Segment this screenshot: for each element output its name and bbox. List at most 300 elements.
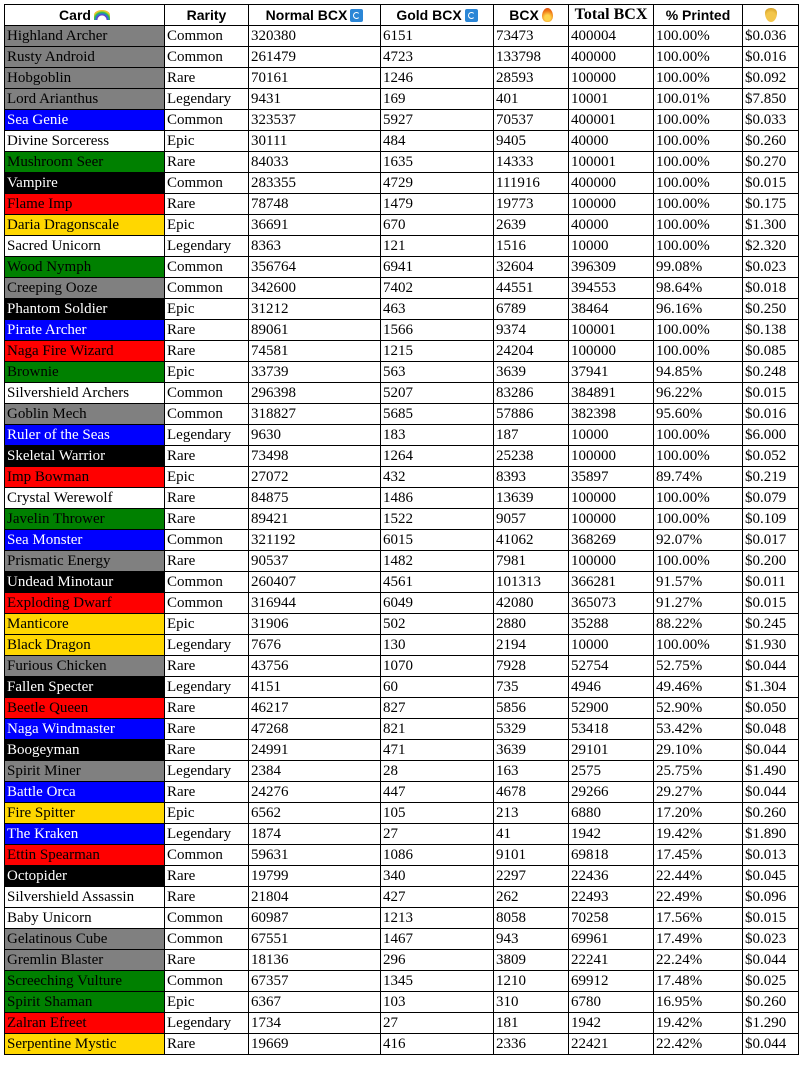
cell-pct-printed: 100.00% [654, 131, 743, 152]
cell-card: Battle Orca [5, 782, 165, 803]
cell-total-bcx: 10000 [569, 635, 654, 656]
cell-pct-printed: 16.95% [654, 992, 743, 1013]
cell-gold-bcx: 1215 [381, 341, 494, 362]
cell-total-bcx: 40000 [569, 215, 654, 236]
cell-rarity: Legendary [165, 761, 249, 782]
cell-gold-bcx: 27 [381, 1013, 494, 1034]
cell-price: $1.300 [743, 215, 799, 236]
cell-price: $0.245 [743, 614, 799, 635]
table-row [5, 761, 799, 782]
cell-bcx: 2194 [494, 635, 569, 656]
cell-bcx: 8058 [494, 908, 569, 929]
cell-rarity: Legendary [165, 236, 249, 257]
cell-card: Gremlin Blaster [5, 950, 165, 971]
cell-price: $0.045 [743, 866, 799, 887]
table-row [5, 110, 799, 131]
cell-pct-printed: 100.00% [654, 425, 743, 446]
cell-pct-printed: 19.42% [654, 824, 743, 845]
cell-bcx: 3639 [494, 362, 569, 383]
cell-price: $0.096 [743, 887, 799, 908]
refresh-icon [465, 9, 478, 22]
cell-normal-bcx: 59631 [249, 845, 381, 866]
cell-normal-bcx: 24991 [249, 740, 381, 761]
table-row [5, 698, 799, 719]
cell-gold-bcx: 130 [381, 635, 494, 656]
cell-rarity: Epic [165, 299, 249, 320]
cell-card: Black Dragon [5, 635, 165, 656]
cell-bcx: 25238 [494, 446, 569, 467]
cell-rarity: Rare [165, 446, 249, 467]
cell-normal-bcx: 33739 [249, 362, 381, 383]
cell-card: Creeping Ooze [5, 278, 165, 299]
cell-card: Spirit Miner [5, 761, 165, 782]
cell-card: Wood Nymph [5, 257, 165, 278]
cell-pct-printed: 100.00% [654, 68, 743, 89]
cell-total-bcx: 382398 [569, 404, 654, 425]
cell-card: Baby Unicorn [5, 908, 165, 929]
cell-gold-bcx: 432 [381, 467, 494, 488]
cell-rarity: Common [165, 383, 249, 404]
cell-normal-bcx: 36691 [249, 215, 381, 236]
cell-gold-bcx: 821 [381, 719, 494, 740]
table-row [5, 593, 799, 614]
cell-card: Beetle Queen [5, 698, 165, 719]
cell-price: $0.036 [743, 26, 799, 47]
header-price[interactable] [743, 5, 799, 26]
cell-card: Highland Archer [5, 26, 165, 47]
table-row [5, 425, 799, 446]
cell-gold-bcx: 6941 [381, 257, 494, 278]
cell-price: $1.890 [743, 824, 799, 845]
cell-gold-bcx: 1264 [381, 446, 494, 467]
cell-pct-printed: 98.64% [654, 278, 743, 299]
cell-bcx: 7928 [494, 656, 569, 677]
table-row [5, 131, 799, 152]
cell-pct-printed: 25.75% [654, 761, 743, 782]
cell-price: $0.175 [743, 194, 799, 215]
table-row [5, 467, 799, 488]
cell-rarity: Legendary [165, 425, 249, 446]
cell-card: Octopider [5, 866, 165, 887]
cell-normal-bcx: 31212 [249, 299, 381, 320]
cell-card: Exploding Dwarf [5, 593, 165, 614]
table-row [5, 866, 799, 887]
cell-pct-printed: 100.01% [654, 89, 743, 110]
cell-rarity: Epic [165, 803, 249, 824]
cell-pct-printed: 96.16% [654, 299, 743, 320]
cell-normal-bcx: 323537 [249, 110, 381, 131]
cell-total-bcx: 400000 [569, 173, 654, 194]
table-row [5, 341, 799, 362]
cell-card: Gelatinous Cube [5, 929, 165, 950]
table-row [5, 26, 799, 47]
cell-bcx: 13639 [494, 488, 569, 509]
cell-gold-bcx: 1566 [381, 320, 494, 341]
cell-pct-printed: 53.42% [654, 719, 743, 740]
cell-card: Mushroom Seer [5, 152, 165, 173]
cell-bcx: 4678 [494, 782, 569, 803]
cell-normal-bcx: 67551 [249, 929, 381, 950]
cell-normal-bcx: 318827 [249, 404, 381, 425]
cell-price: $0.050 [743, 698, 799, 719]
flame-icon [542, 8, 553, 22]
header-pct-printed-label: % Printed [665, 7, 731, 23]
cell-card: Screeching Vulture [5, 971, 165, 992]
cell-bcx: 2880 [494, 614, 569, 635]
cell-total-bcx: 10000 [569, 236, 654, 257]
cell-gold-bcx: 1479 [381, 194, 494, 215]
header-pct-printed[interactable] [654, 5, 743, 26]
cell-pct-printed: 100.00% [654, 152, 743, 173]
table-row [5, 656, 799, 677]
cell-gold-bcx: 1070 [381, 656, 494, 677]
cell-rarity: Rare [165, 782, 249, 803]
table-row [5, 173, 799, 194]
cell-card: Javelin Thrower [5, 509, 165, 530]
cell-gold-bcx: 4561 [381, 572, 494, 593]
cell-pct-printed: 100.00% [654, 488, 743, 509]
cell-bcx: 310 [494, 992, 569, 1013]
cell-card: Manticore [5, 614, 165, 635]
cell-gold-bcx: 1213 [381, 908, 494, 929]
cell-price: $0.033 [743, 110, 799, 131]
cell-total-bcx: 10000 [569, 425, 654, 446]
cell-pct-printed: 96.22% [654, 383, 743, 404]
cell-gold-bcx: 1467 [381, 929, 494, 950]
cell-price: $1.304 [743, 677, 799, 698]
table-row [5, 89, 799, 110]
cell-total-bcx: 100000 [569, 68, 654, 89]
cell-price: $6.000 [743, 425, 799, 446]
table-row [5, 929, 799, 950]
cell-price: $0.017 [743, 530, 799, 551]
cell-normal-bcx: 19799 [249, 866, 381, 887]
cell-card: Fallen Specter [5, 677, 165, 698]
cell-pct-printed: 29.10% [654, 740, 743, 761]
cell-pct-printed: 29.27% [654, 782, 743, 803]
cell-rarity: Rare [165, 698, 249, 719]
cell-total-bcx: 69818 [569, 845, 654, 866]
cell-price: $0.044 [743, 740, 799, 761]
header-rarity[interactable] [165, 5, 249, 26]
cell-rarity: Epic [165, 131, 249, 152]
cell-bcx: 24204 [494, 341, 569, 362]
table-row [5, 257, 799, 278]
cell-normal-bcx: 30111 [249, 131, 381, 152]
cell-rarity: Common [165, 845, 249, 866]
cell-card: Fire Spitter [5, 803, 165, 824]
table-row [5, 47, 799, 68]
cell-pct-printed: 95.60% [654, 404, 743, 425]
cell-gold-bcx: 4729 [381, 173, 494, 194]
cell-bcx: 41062 [494, 530, 569, 551]
header-normal-bcx[interactable] [249, 5, 381, 26]
cell-gold-bcx: 6015 [381, 530, 494, 551]
cell-gold-bcx: 5927 [381, 110, 494, 131]
cell-price: $0.015 [743, 593, 799, 614]
cell-pct-printed: 19.42% [654, 1013, 743, 1034]
cell-bcx: 5329 [494, 719, 569, 740]
cell-pct-printed: 100.00% [654, 551, 743, 572]
cell-bcx: 41 [494, 824, 569, 845]
table-row [5, 215, 799, 236]
cell-normal-bcx: 43756 [249, 656, 381, 677]
cell-bcx: 32604 [494, 257, 569, 278]
header-row [5, 5, 799, 26]
table-row [5, 530, 799, 551]
cell-price: $0.015 [743, 173, 799, 194]
cell-price: $0.016 [743, 47, 799, 68]
cell-pct-printed: 17.56% [654, 908, 743, 929]
cell-card: Lord Arianthus [5, 89, 165, 110]
cell-bcx: 83286 [494, 383, 569, 404]
cell-pct-printed: 17.20% [654, 803, 743, 824]
table-row [5, 1013, 799, 1034]
cell-gold-bcx: 427 [381, 887, 494, 908]
cell-normal-bcx: 320380 [249, 26, 381, 47]
header-bcx[interactable] [494, 5, 569, 26]
cell-total-bcx: 22493 [569, 887, 654, 908]
cell-pct-printed: 17.48% [654, 971, 743, 992]
cell-rarity: Common [165, 110, 249, 131]
cell-rarity: Rare [165, 341, 249, 362]
cell-price: $0.044 [743, 1034, 799, 1055]
cell-normal-bcx: 89061 [249, 320, 381, 341]
cell-pct-printed: 94.85% [654, 362, 743, 383]
cell-pct-printed: 91.57% [654, 572, 743, 593]
cell-price: $0.044 [743, 782, 799, 803]
cell-rarity: Epic [165, 992, 249, 1013]
cell-bcx: 111916 [494, 173, 569, 194]
cell-bcx: 9374 [494, 320, 569, 341]
cell-card: Sea Monster [5, 530, 165, 551]
cell-normal-bcx: 74581 [249, 341, 381, 362]
cell-bcx: 943 [494, 929, 569, 950]
cell-rarity: Legendary [165, 635, 249, 656]
cell-rarity: Rare [165, 509, 249, 530]
cell-pct-printed: 22.24% [654, 950, 743, 971]
cell-total-bcx: 100000 [569, 446, 654, 467]
cell-bcx: 401 [494, 89, 569, 110]
cell-normal-bcx: 6367 [249, 992, 381, 1013]
cell-pct-printed: 17.49% [654, 929, 743, 950]
cell-rarity: Legendary [165, 824, 249, 845]
cell-gold-bcx: 1482 [381, 551, 494, 572]
cell-bcx: 3639 [494, 740, 569, 761]
cell-total-bcx: 70258 [569, 908, 654, 929]
cell-price: $0.044 [743, 656, 799, 677]
cell-normal-bcx: 2384 [249, 761, 381, 782]
table-row [5, 509, 799, 530]
cell-rarity: Rare [165, 866, 249, 887]
cell-normal-bcx: 356764 [249, 257, 381, 278]
cell-card: Daria Dragonscale [5, 215, 165, 236]
table-row [5, 383, 799, 404]
cell-bcx: 9101 [494, 845, 569, 866]
cell-rarity: Rare [165, 656, 249, 677]
cell-gold-bcx: 60 [381, 677, 494, 698]
cell-rarity: Legendary [165, 1013, 249, 1034]
cell-pct-printed: 100.00% [654, 110, 743, 131]
table-row [5, 992, 799, 1013]
cell-price: $0.085 [743, 341, 799, 362]
cell-normal-bcx: 6562 [249, 803, 381, 824]
table-row [5, 614, 799, 635]
cell-total-bcx: 22436 [569, 866, 654, 887]
cell-card: Serpentine Mystic [5, 1034, 165, 1055]
cell-total-bcx: 1942 [569, 1013, 654, 1034]
cell-pct-printed: 100.00% [654, 320, 743, 341]
table-row [5, 782, 799, 803]
header-card[interactable] [5, 5, 165, 26]
cell-normal-bcx: 18136 [249, 950, 381, 971]
cell-price: $7.850 [743, 89, 799, 110]
cell-rarity: Common [165, 173, 249, 194]
refresh-icon [350, 9, 363, 22]
cell-card: Furious Chicken [5, 656, 165, 677]
cell-price: $2.320 [743, 236, 799, 257]
cell-bcx: 262 [494, 887, 569, 908]
header-rarity-label: Rarity [186, 7, 227, 23]
cell-total-bcx: 100000 [569, 509, 654, 530]
cell-rarity: Rare [165, 152, 249, 173]
cell-bcx: 42080 [494, 593, 569, 614]
table-row [5, 908, 799, 929]
cell-normal-bcx: 78748 [249, 194, 381, 215]
cell-total-bcx: 22241 [569, 950, 654, 971]
cell-total-bcx: 1942 [569, 824, 654, 845]
cell-bcx: 187 [494, 425, 569, 446]
cell-rarity: Epic [165, 614, 249, 635]
header-gold-bcx[interactable] [381, 5, 494, 26]
cell-normal-bcx: 70161 [249, 68, 381, 89]
cell-normal-bcx: 316944 [249, 593, 381, 614]
cell-bcx: 2297 [494, 866, 569, 887]
header-card-label: Card [59, 7, 91, 23]
table-row [5, 1034, 799, 1055]
cell-rarity: Rare [165, 194, 249, 215]
cell-total-bcx: 396309 [569, 257, 654, 278]
table-row [5, 152, 799, 173]
cell-gold-bcx: 296 [381, 950, 494, 971]
cell-gold-bcx: 1086 [381, 845, 494, 866]
cell-total-bcx: 2575 [569, 761, 654, 782]
cell-pct-printed: 88.22% [654, 614, 743, 635]
cell-rarity: Rare [165, 740, 249, 761]
cell-total-bcx: 394553 [569, 278, 654, 299]
cell-pct-printed: 100.00% [654, 215, 743, 236]
cell-normal-bcx: 4151 [249, 677, 381, 698]
cell-pct-printed: 49.46% [654, 677, 743, 698]
cell-gold-bcx: 28 [381, 761, 494, 782]
cell-normal-bcx: 7676 [249, 635, 381, 656]
cell-gold-bcx: 1486 [381, 488, 494, 509]
cell-card: Naga Windmaster [5, 719, 165, 740]
cell-card: Skeletal Warrior [5, 446, 165, 467]
cell-total-bcx: 100000 [569, 488, 654, 509]
card-table [4, 4, 799, 1055]
cell-rarity: Epic [165, 362, 249, 383]
cell-card: Zalran Efreet [5, 1013, 165, 1034]
cell-price: $0.109 [743, 509, 799, 530]
cell-pct-printed: 100.00% [654, 26, 743, 47]
cell-total-bcx: 400001 [569, 110, 654, 131]
cell-gold-bcx: 103 [381, 992, 494, 1013]
cell-price: $0.023 [743, 257, 799, 278]
cell-pct-printed: 89.74% [654, 467, 743, 488]
cell-total-bcx: 52754 [569, 656, 654, 677]
cell-rarity: Common [165, 278, 249, 299]
cell-price: $0.044 [743, 950, 799, 971]
table-row [5, 824, 799, 845]
table-row [5, 635, 799, 656]
cell-card: Pirate Archer [5, 320, 165, 341]
cell-gold-bcx: 6049 [381, 593, 494, 614]
cell-card: Boogeyman [5, 740, 165, 761]
table-row [5, 677, 799, 698]
cell-card: Silvershield Assassin [5, 887, 165, 908]
table-row [5, 845, 799, 866]
cell-total-bcx: 29266 [569, 782, 654, 803]
cell-bcx: 133798 [494, 47, 569, 68]
cell-price: $0.015 [743, 908, 799, 929]
cell-rarity: Rare [165, 887, 249, 908]
table-row [5, 572, 799, 593]
cell-pct-printed: 92.07% [654, 530, 743, 551]
cell-rarity: Rare [165, 950, 249, 971]
cell-bcx: 2639 [494, 215, 569, 236]
cell-bcx: 19773 [494, 194, 569, 215]
cell-price: $1.290 [743, 1013, 799, 1034]
cell-bcx: 163 [494, 761, 569, 782]
cell-gold-bcx: 1522 [381, 509, 494, 530]
cell-gold-bcx: 563 [381, 362, 494, 383]
cell-normal-bcx: 46217 [249, 698, 381, 719]
cell-rarity: Common [165, 257, 249, 278]
cell-card: Hobgoblin [5, 68, 165, 89]
cell-card: Phantom Soldier [5, 299, 165, 320]
cell-total-bcx: 100001 [569, 152, 654, 173]
table-row [5, 68, 799, 89]
cell-normal-bcx: 47268 [249, 719, 381, 740]
cell-bcx: 101313 [494, 572, 569, 593]
cell-price: $0.052 [743, 446, 799, 467]
cell-total-bcx: 100000 [569, 341, 654, 362]
cell-price: $0.013 [743, 845, 799, 866]
cell-rarity: Common [165, 929, 249, 950]
cell-normal-bcx: 9431 [249, 89, 381, 110]
cell-rarity: Rare [165, 1034, 249, 1055]
cell-bcx: 9405 [494, 131, 569, 152]
cell-total-bcx: 4946 [569, 677, 654, 698]
cell-rarity: Common [165, 530, 249, 551]
cell-rarity: Legendary [165, 677, 249, 698]
cell-price: $0.260 [743, 803, 799, 824]
cell-bcx: 3809 [494, 950, 569, 971]
cell-total-bcx: 40000 [569, 131, 654, 152]
cell-normal-bcx: 283355 [249, 173, 381, 194]
cell-rarity: Common [165, 47, 249, 68]
cell-price: $0.048 [743, 719, 799, 740]
cell-card: Rusty Android [5, 47, 165, 68]
table-row [5, 404, 799, 425]
header-total-bcx[interactable] [569, 5, 654, 26]
cell-bcx: 213 [494, 803, 569, 824]
cell-total-bcx: 10001 [569, 89, 654, 110]
cell-price: $0.015 [743, 383, 799, 404]
cell-total-bcx: 400004 [569, 26, 654, 47]
cell-rarity: Common [165, 908, 249, 929]
